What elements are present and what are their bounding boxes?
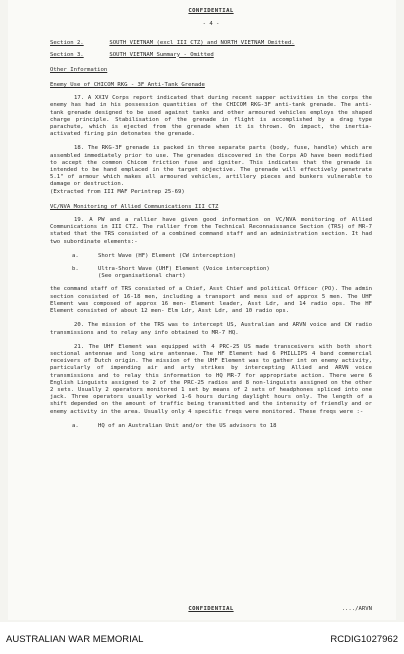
classification-footer: CONFIDENTIAL <box>188 606 234 612</box>
continuation-marker: ..../ARVN <box>341 606 372 612</box>
section-2-label: Section 2. <box>50 40 84 47</box>
para-20-number: 20. <box>74 322 85 329</box>
para-17-number: 17. <box>74 95 85 102</box>
paragraph-21 <box>50 344 372 416</box>
list-text: Short Wave (HF) Element (CW interception) <box>98 252 237 259</box>
list-item <box>72 423 372 430</box>
archive-name: AUSTRALIAN WAR MEMORIAL <box>6 634 144 645</box>
para-18-number: 18. <box>74 145 85 152</box>
list-text: Ultra-Short Wave (UHF) Element (Voice interception) (See organisational chart) <box>98 266 270 280</box>
list-marker: a. <box>72 422 79 429</box>
para-21-text: The UHF Element was equipped with 4 PRC-25 US made transceivers with both short sectional antennae and long wire antennae. The HF Element had 6 PHILLIPS 4 band commercial receivers of Dutch origin. The mission of the UHF Element was to gather int on enemy activity, particularly of impending air and arty strikes by intercepting Allied and ARVN voice transmissions and to relay this information to HQ MR-7 for appropriate action. There were 6 English Linguists assigned to 2 of the PRC-25 radios and 8 non-linguists assigned on the other 2 sets. Usually 2 operators monitored 1 set by means of 2 sets of headphones spliced into one jack. Three operators usually worked 1-6 hours during daylight hours only. The length of a shift depended on the amount of traffic being transmitted and the intensity of friendly and or enemy activity in the area. Usually only 4 specific freqs were monitored. These freqs were :- <box>50 343 372 415</box>
para-19-number: 19. <box>74 217 85 224</box>
section-3-label: Section 3. <box>50 51 84 58</box>
archive-record-id: RCDIG1027962 <box>330 634 398 645</box>
other-information-heading: Other Information <box>50 66 108 73</box>
list-item <box>72 253 372 260</box>
paragraph-19 <box>50 217 372 246</box>
paragraph-19-continued: the command staff of TRS consisted of a Chief, Asst Chief and political Officer (PO). The admin section consisted of 16-18 men, including a transport and mess ssd of approx 5 men. The UHF Element was composed of approx 16 men- Element leader, Asst Ldr, and 14 radio ops. The HF Element consisted of about 12 men- Elm Ldr, Asst Ldr, and 10 radio ops. <box>50 286 372 315</box>
section-2-text: SOUTH VIETNAM (excl III CTZ) and NORTH VIETNAM Omitted. <box>109 40 295 47</box>
classification-header: CONFIDENTIAL <box>188 8 234 14</box>
paragraph-20 <box>50 322 372 336</box>
document-body <box>50 8 372 436</box>
list-marker: b. <box>72 266 79 273</box>
monitoring-subheading: VC/NVA Monitoring of Allied Communications III CTZ <box>50 203 219 210</box>
section-3-heading <box>50 52 372 59</box>
para-18-text: The RKG-3F grenade is packed in three separate parts (body, fuse, handle) which are assembled immediately prior to use. The grenades discovered in the Corps AO have been modified to accept the common Chicom friction fuse and igniter. This indicates that the grenade is intended to be hand emplaced in the target objective. The grenade will effectively penetrate 5.1" of armour which makes all armoured vehicles, artillery pieces and bunkers vulnerable to damage or destruction. (Extracted from III MAF Perintrep 25-69) <box>50 145 372 195</box>
list-marker: a. <box>72 252 79 259</box>
page-number: - 4 - <box>202 21 220 28</box>
para-21-number: 21. <box>74 343 85 350</box>
section-3-text: SOUTH VIETNAM Summary - Omitted <box>109 51 214 58</box>
document-page <box>8 0 396 620</box>
list-item <box>72 266 372 280</box>
grenade-subheading: Enemy Use of CHICOM RKG - 3F Anti-Tank Grenade <box>50 82 205 89</box>
archive-bar <box>0 622 404 654</box>
para-19-text: A PW and a rallier have given good information on VC/NVA monitoring of Allied Communications in III CTZ. The rallier from the Technical Reconnaissance Section (TRS) of MR-7 stated that the TRS consisted of a combined command staff and an administration section. It had two subordinate elements:- <box>50 217 372 245</box>
section-2-heading <box>50 40 372 47</box>
para-20-text: The mission of the TRS was to intercept US, Australian and ARVN voice and CW radio transmissions and to relay any info obtained to MR-7 HQ. <box>50 322 372 336</box>
paragraph-17 <box>50 95 372 138</box>
para-17-text: A XXIV Corps report indicated that during recent sapper activities in the corps the enemy has had in his possession quantities of the CHICOM RKG-3F anti-tank grenade. The anti-tank grenade designed to be used against tanks and other armoured vehicles employs the shaped charge principle. Stabilisation of the grenade in flight is accomplished by a drag type parachute, which is ejected from the grenade when it is thrown. On impact, the inertia-activated firing pin detonates the grenade. <box>50 95 372 138</box>
list-text: HQ of an Australian Unit and/or the US advisors to 18 <box>98 422 277 429</box>
paragraph-18 <box>50 145 372 195</box>
